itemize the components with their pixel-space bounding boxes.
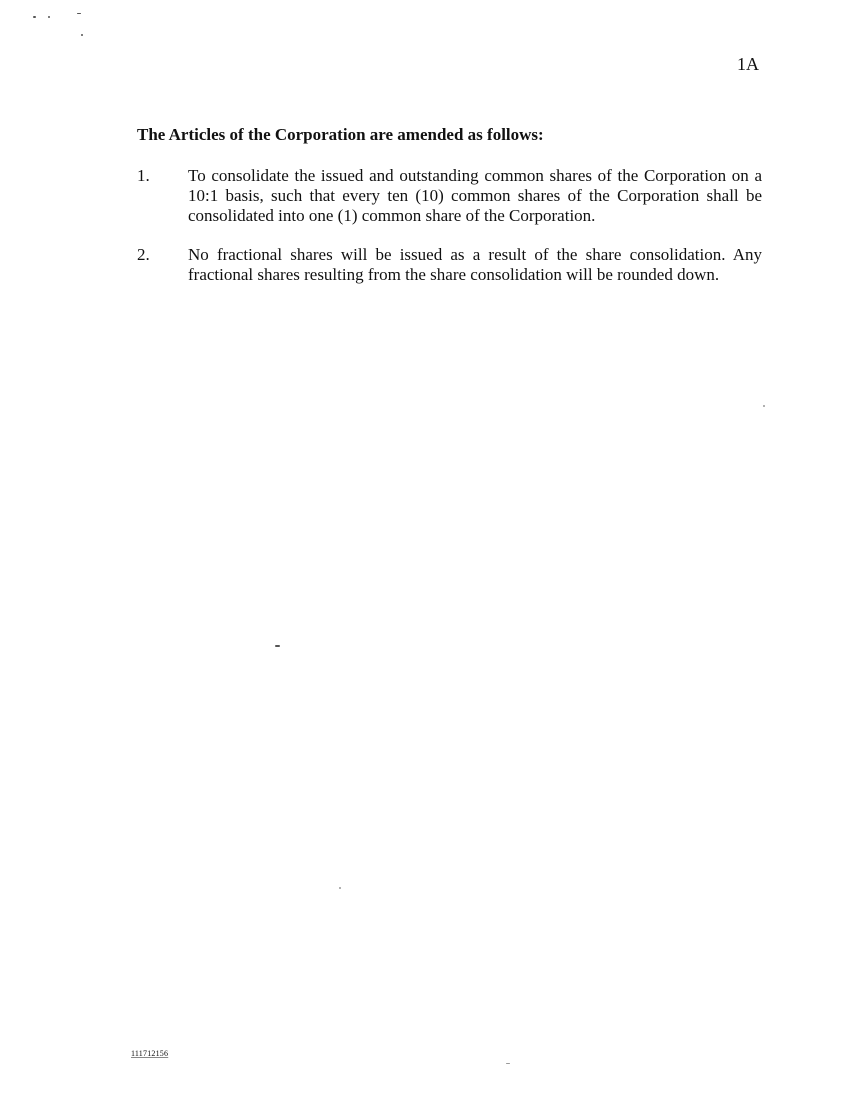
document-id: 111712156 [131, 1049, 169, 1058]
list-item-number: 2. [137, 245, 150, 264]
scan-artifact [339, 887, 341, 889]
scan-artifact [506, 1063, 510, 1064]
list-item-number: 1. [137, 166, 150, 185]
scan-artifact [763, 405, 765, 407]
list-item-text: No fractional shares will be issued as a result of the share consolidation. Any fractional shares resulting from the share consolidation will be rounded down. [188, 245, 762, 284]
scan-artifact [48, 16, 50, 18]
scan-artifact [33, 16, 36, 18]
list-item [137, 245, 762, 285]
scan-artifact [77, 13, 81, 14]
section-heading: The Articles of the Corporation are amended as follows: [137, 125, 544, 144]
list-item [137, 166, 762, 226]
scan-artifact [275, 645, 280, 647]
scan-artifact [81, 34, 83, 36]
list-item-text: To consolidate the issued and outstanding common shares of the Corporation on a 10:1 basis, such that every ten (10) common shares of the Corporation shall be consolidated into one (1) common share of the Corporation. [188, 166, 762, 225]
page-number: 1A [737, 54, 759, 74]
